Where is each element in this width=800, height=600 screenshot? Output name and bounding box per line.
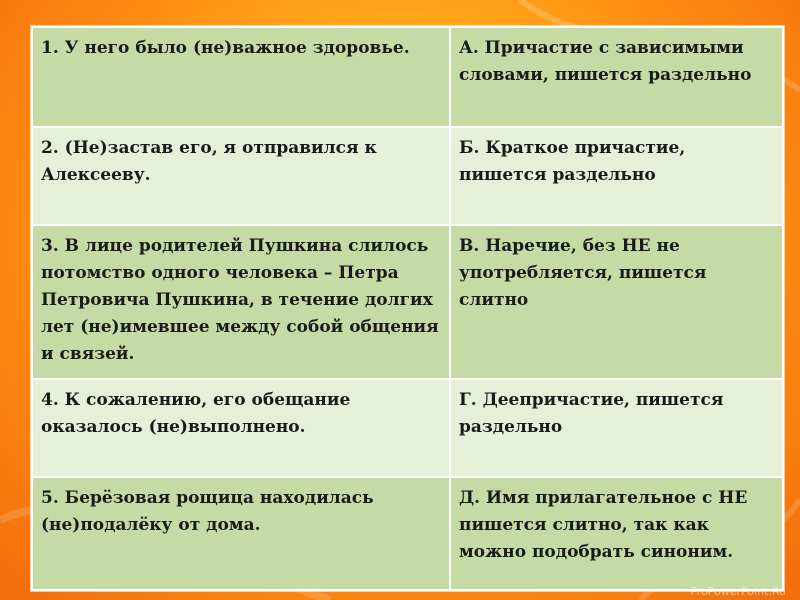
table-row: [32, 379, 783, 477]
sentence-cell: 4. К сожалению, его обещание оказалось (не)выполнено.: [32, 379, 450, 477]
rule-cell: Б. Краткое причастие, пишется раздельно: [450, 127, 783, 225]
watermark: ProPowerPoint.Ru: [690, 585, 786, 598]
rule-cell: В. Наречие, без НЕ не употребляется, пишется слитно: [450, 225, 783, 379]
sentence-cell: 3. В лице родителей Пушкина слилось потомство одного человека – Петра Петровича Пушкина, в течение долгих лет (не)имевшее между собой общения и связей.: [32, 225, 450, 379]
table-row: [32, 225, 783, 379]
table-row: [32, 477, 783, 590]
sentence-cell: 2. (Не)застав его, я отправился к Алексееву.: [32, 127, 450, 225]
table-row: [32, 127, 783, 225]
matching-table: [31, 26, 784, 591]
rule-cell: Д. Имя прилагательное с НЕ пишется слитно, так как можно подобрать синоним.: [450, 477, 783, 590]
rule-cell: Г. Деепричастие, пишется раздельно: [450, 379, 783, 477]
rule-cell: А. Причастие с зависимыми словами, пишется раздельно: [450, 27, 783, 127]
sentence-cell: 5. Берёзовая рощица находилась (не)подалёку от дома.: [32, 477, 450, 590]
table-row: [32, 27, 783, 127]
sentence-cell: 1. У него было (не)важное здоровье.: [32, 27, 450, 127]
